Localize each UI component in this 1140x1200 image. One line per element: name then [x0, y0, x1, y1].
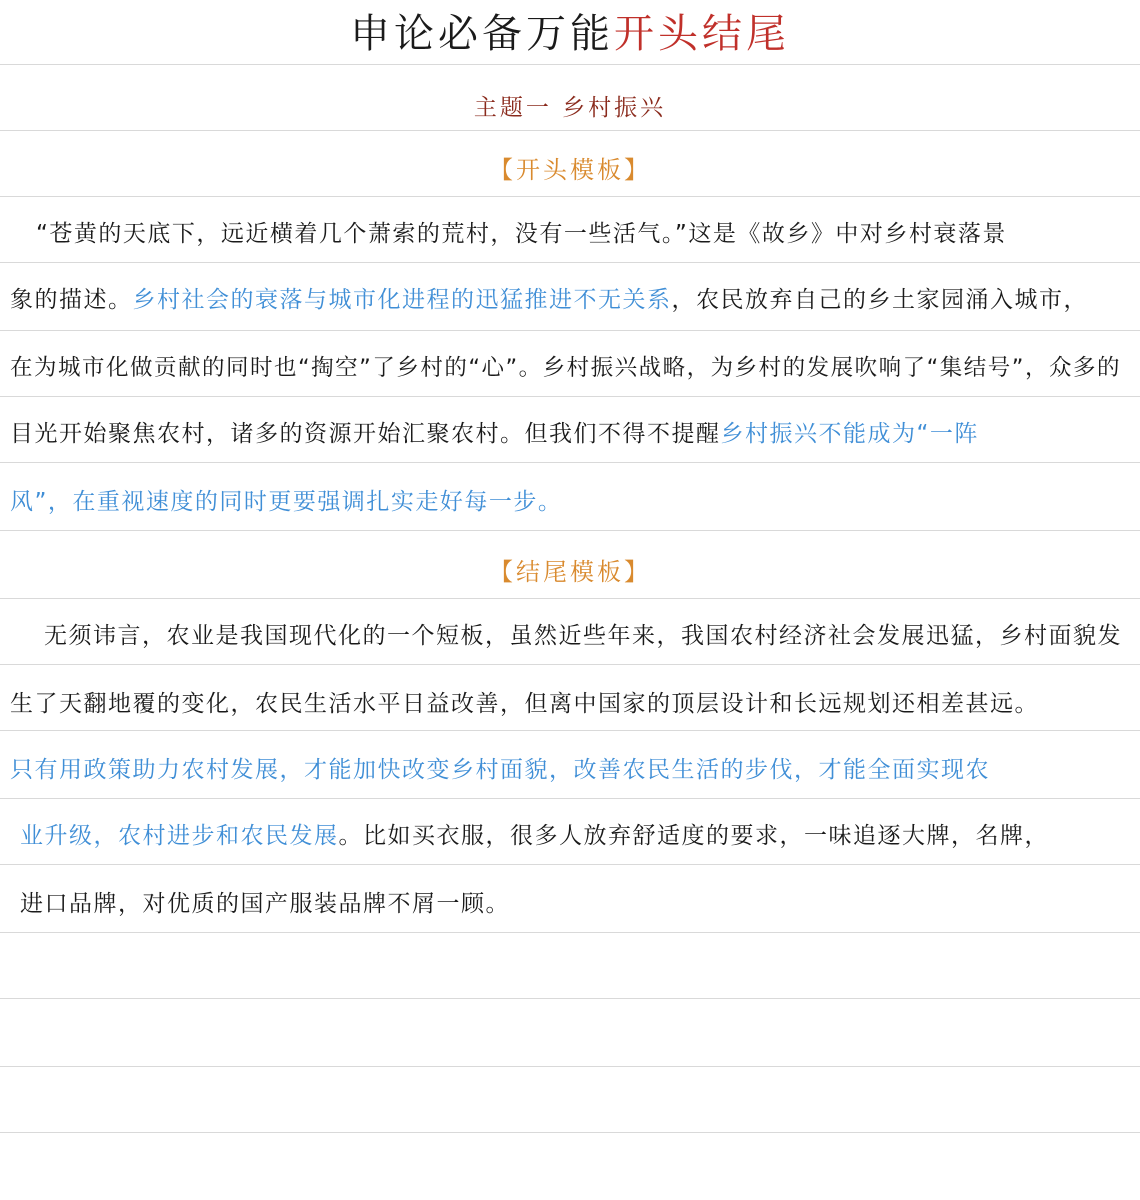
ruled-line	[0, 998, 1140, 999]
ruled-line	[0, 598, 1140, 599]
opening-line	[10, 414, 1136, 454]
ruled-line	[0, 462, 1140, 463]
ruled-line	[0, 130, 1140, 131]
closing-line	[20, 816, 1136, 856]
highlighted-text: 风”，在重视速度的同时更要强调扎实走好每一步。	[10, 489, 563, 515]
body-text: 目光开始聚焦农村，诸多的资源开始汇聚农村。但我们不得不提醒	[10, 421, 721, 447]
highlighted-text: 乡村社会的衰落与城市化进程的迅猛推进不无关系	[132, 287, 672, 313]
body-text: 在为城市化做贡献的同时也“掏空”了乡村的“心”。乡村振兴战略，为乡村的发展吹响了“集结号”，众多的	[10, 355, 1121, 381]
body-text: 。比如买衣服，很多人放弃舒适度的要求，一味追逐大牌，名牌，	[338, 823, 1049, 849]
closing-line	[44, 616, 1136, 656]
title-main: 申论必备万能	[350, 11, 614, 57]
body-text: 进口品牌，对优质的国产服装品牌不屑一顾。	[20, 891, 510, 917]
closing-line	[10, 684, 1136, 724]
highlighted-text: 乡村振兴不能成为“一阵	[720, 421, 979, 447]
closing-line	[10, 750, 1136, 790]
ruled-line	[0, 932, 1140, 933]
ruled-line	[0, 664, 1140, 665]
topic-heading: 主题一 乡村振兴	[473, 95, 667, 121]
ruled-line	[0, 1066, 1140, 1067]
closing-line	[20, 884, 1136, 924]
opening-line	[10, 348, 1136, 388]
ruled-line	[0, 798, 1140, 799]
body-text: ，农民放弃自己的乡土家园涌入城市，	[671, 287, 1088, 313]
highlighted-text: 只有用政策助力农村发展，才能加快改变乡村面貌，改善农民生活的步伐，才能全面实现农	[10, 757, 990, 783]
page-title	[0, 6, 1140, 62]
ruled-line	[0, 64, 1140, 65]
ruled-line	[0, 864, 1140, 865]
ruled-line	[0, 730, 1140, 731]
ruled-line	[0, 262, 1140, 263]
opening-line	[10, 280, 1136, 320]
ruled-line	[0, 530, 1140, 531]
ruled-line	[0, 1132, 1140, 1133]
ruled-line	[0, 196, 1140, 197]
body-text: “苍黄的天底下，远近横着几个萧索的荒村，没有一些活气。”这是《故乡》中对乡村衰落景	[36, 221, 1007, 247]
opening-heading: 【开头模板】	[489, 156, 651, 184]
body-text: 象的描述。	[10, 287, 133, 313]
body-text: 无须讳言，农业是我国现代化的一个短板，虽然近些年来，我国农村经济社会发展迅猛，乡村面貌发	[44, 623, 1122, 649]
title-highlight: 开头结尾	[614, 11, 790, 57]
ruled-line	[0, 330, 1140, 331]
highlighted-text: 业升级，农村进步和农民发展	[20, 823, 339, 849]
ruled-line	[0, 396, 1140, 397]
closing-heading: 【结尾模板】	[489, 558, 651, 586]
opening-line	[10, 482, 1136, 522]
opening-line	[36, 214, 1136, 254]
body-text: 生了天翻地覆的变化，农民生活水平日益改善，但离中国家的顶层设计和长远规划还相差甚远。	[10, 691, 1039, 717]
